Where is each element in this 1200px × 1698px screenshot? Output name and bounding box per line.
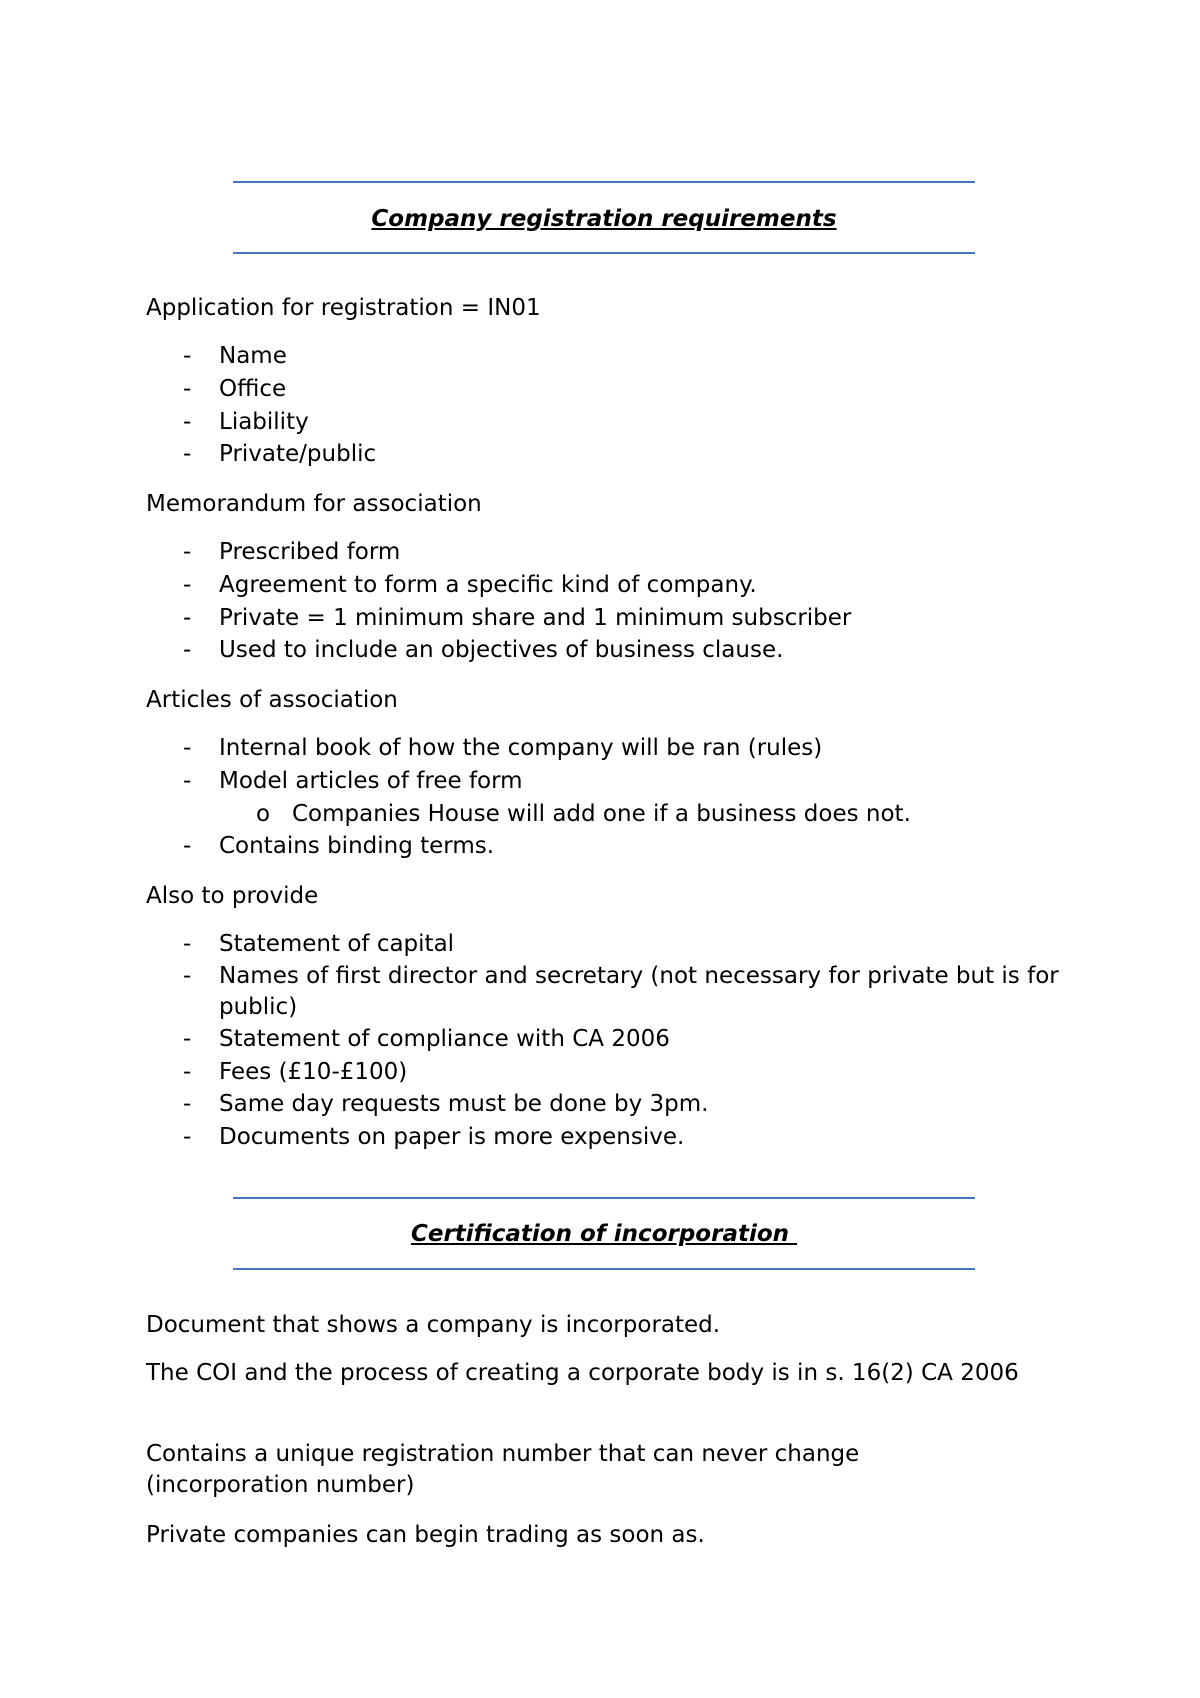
coi-paragraph-2: The COI and the process of creating a corporate body is in s. 16(2) CA 2006 <box>146 1360 1019 1386</box>
dash-bullet: - <box>183 1058 192 1085</box>
dash-bullet: - <box>183 539 192 565</box>
list-item: - Liability <box>146 406 376 439</box>
sub-list-item: o Companies House will add one if a business does not. <box>146 798 911 831</box>
articles-list <box>146 732 911 863</box>
dash-bullet: - <box>183 343 192 369</box>
list-item: - Prescribed form <box>146 536 851 569</box>
list-item: - Model articles of free form <box>146 765 911 798</box>
also-list <box>146 928 1109 1154</box>
list-item: - Documents on paper is more expensive. <box>146 1121 1109 1154</box>
also-heading: Also to provide <box>146 883 319 909</box>
memorandum-list <box>146 536 851 667</box>
dash-bullet: - <box>183 604 192 631</box>
list-item: - Private = 1 minimum share and 1 minimum subscriber <box>146 602 851 635</box>
list-item: - Private/public <box>146 438 376 471</box>
dash-bullet: - <box>183 767 192 794</box>
list-item: - Statement of compliance with CA 2006 <box>146 1023 1109 1056</box>
application-heading: Application for registration = IN01 <box>146 295 541 321</box>
dash-bullet: - <box>183 408 192 435</box>
dash-bullet: - <box>183 441 192 468</box>
section-2-top-rule <box>233 1197 975 1199</box>
section-1-bottom-rule <box>233 252 975 254</box>
section-2-title: Certification of incorporation <box>410 1221 798 1247</box>
dash-bullet: - <box>183 637 192 664</box>
list-item: - Contains binding terms. <box>146 830 911 863</box>
circle-bullet: o <box>256 800 271 827</box>
dash-bullet: - <box>183 375 192 402</box>
coi-paragraph-4: Private companies can begin trading as soon as. <box>146 1522 705 1548</box>
list-item: - Agreement to form a specific kind of company. <box>146 569 851 602</box>
dash-bullet: - <box>183 571 192 598</box>
list-item: - Internal book of how the company will be ran (rules) <box>146 732 911 765</box>
dash-bullet: - <box>183 931 192 957</box>
coi-paragraph-3: Contains a unique registration number that can never change (incorporation number) <box>146 1441 860 1498</box>
dash-bullet: - <box>183 962 192 989</box>
articles-heading: Articles of association <box>146 687 398 713</box>
list-item: - Fees (£10-£100) <box>146 1056 1109 1089</box>
list-item: - Statement of capital <box>146 928 1109 961</box>
section-2-bottom-rule <box>233 1268 975 1270</box>
section-1-title: Company registration requirements <box>371 206 837 232</box>
list-item: - Used to include an objectives of business clause. <box>146 634 851 667</box>
dash-bullet: - <box>183 833 192 860</box>
list-item: - Name <box>146 340 376 373</box>
application-list <box>146 340 376 471</box>
section-1-top-rule <box>233 181 975 183</box>
coi-paragraph-1: Document that shows a company is incorporated. <box>146 1312 721 1338</box>
dash-bullet: - <box>183 1124 192 1151</box>
memorandum-heading: Memorandum for association <box>146 491 482 517</box>
list-item: - Office <box>146 373 376 406</box>
list-item: - Same day requests must be done by 3pm. <box>146 1088 1109 1121</box>
dash-bullet: - <box>183 735 192 761</box>
dash-bullet: - <box>183 1091 192 1118</box>
dash-bullet: - <box>183 1025 192 1052</box>
list-item: - Names of first director and secretary (not necessary for private but is for public) <box>183 962 1059 1020</box>
